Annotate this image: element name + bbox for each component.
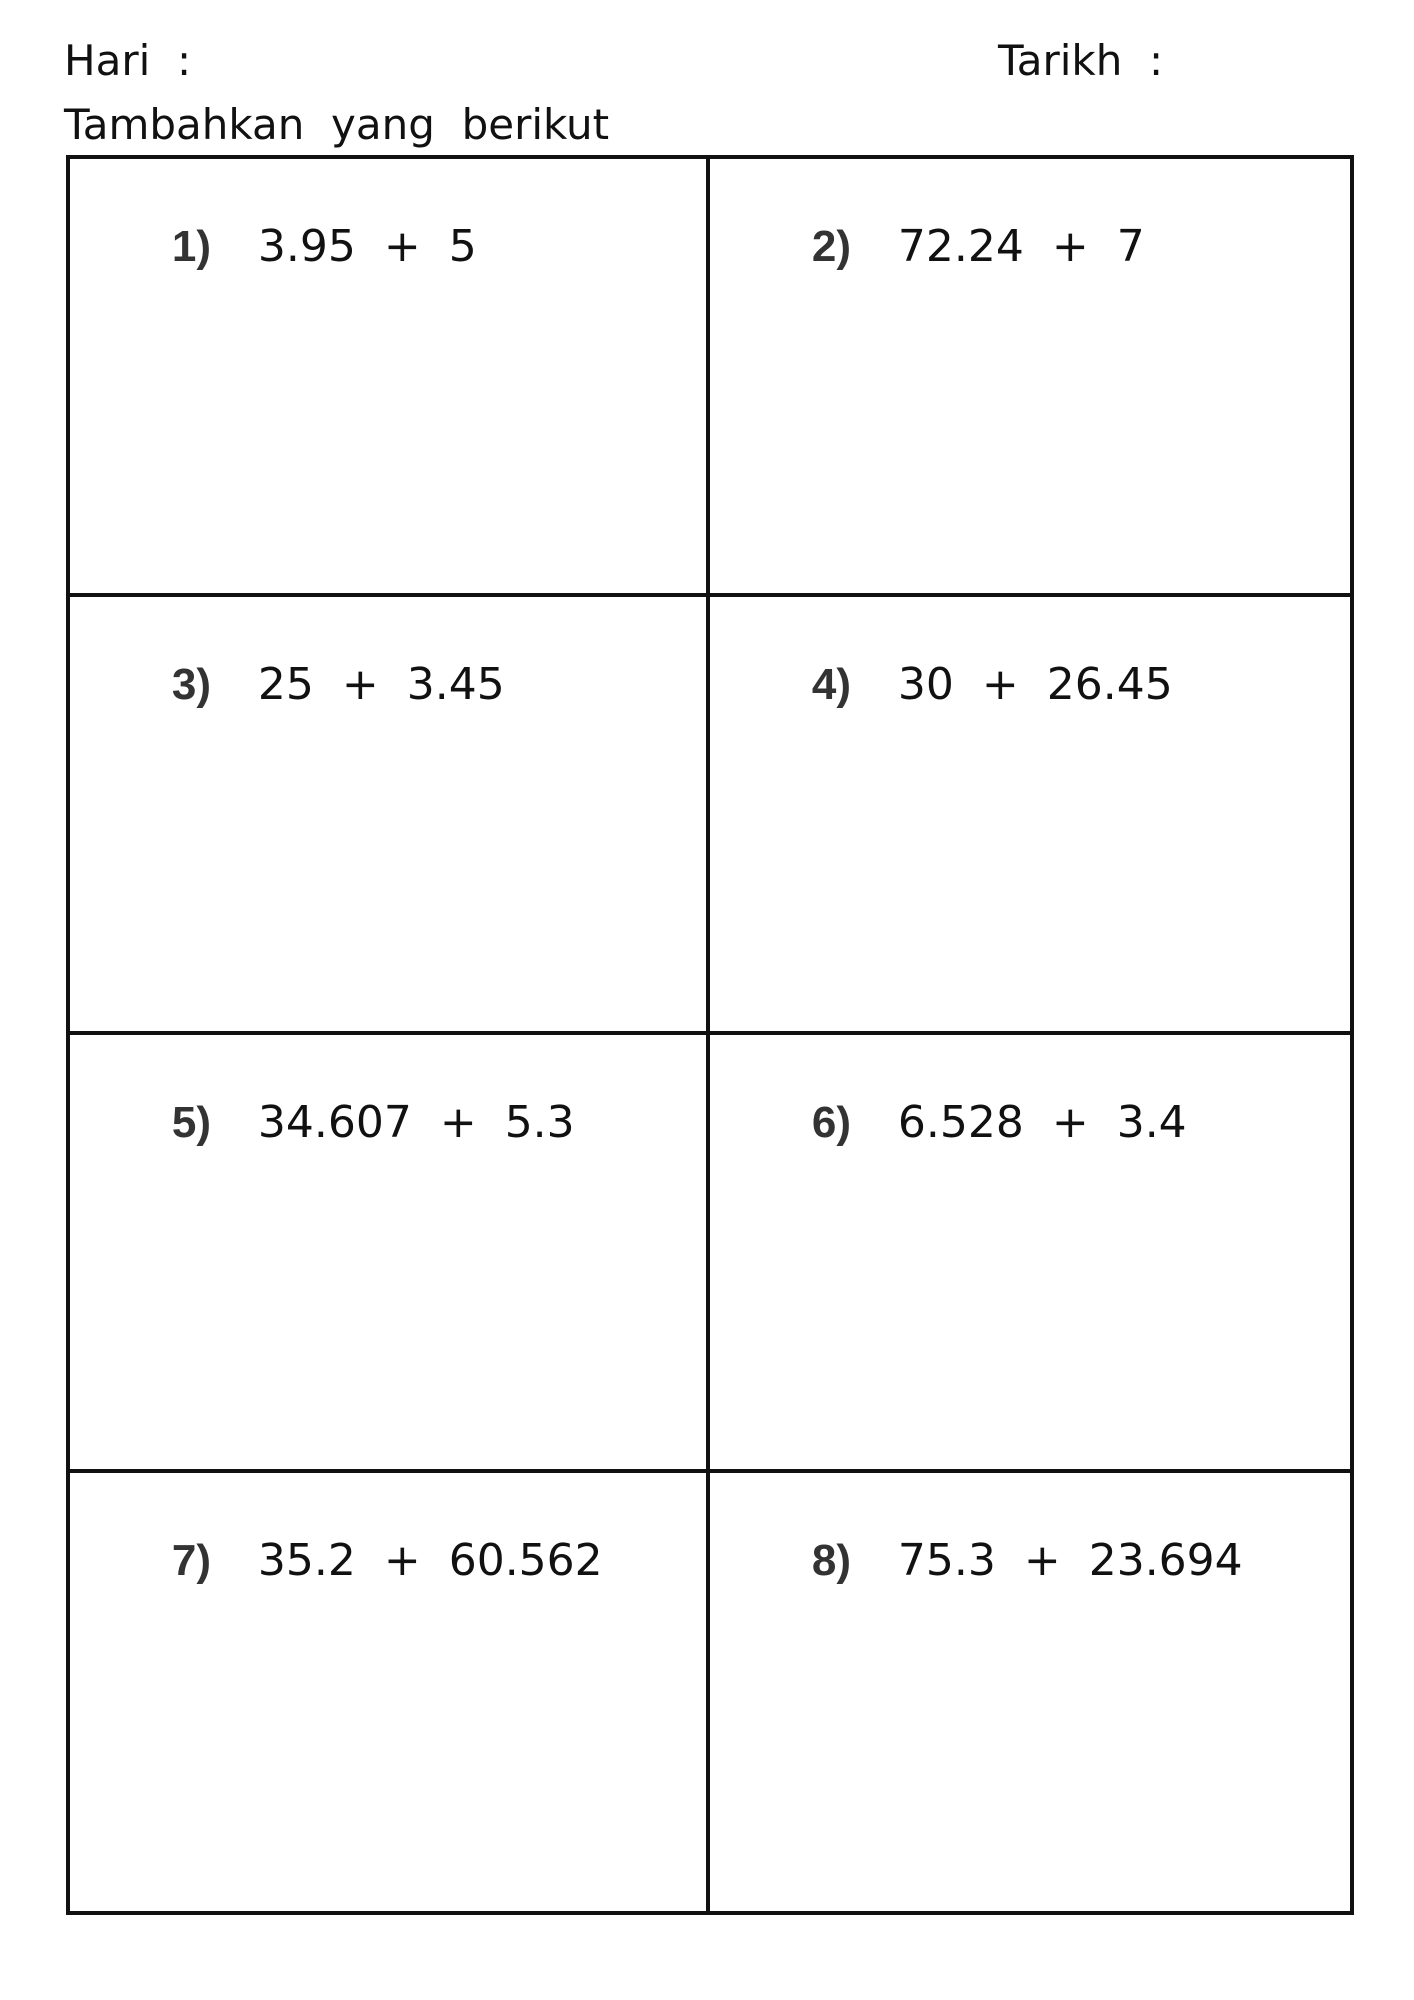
problem-number: 1) [171, 222, 212, 271]
problem-cell-6[interactable] [710, 1035, 1350, 1473]
problem-grid [66, 155, 1354, 1915]
problem-cell-8[interactable] [710, 1473, 1350, 1911]
problem-expression: 75.3 + 23.694 [897, 1535, 1243, 1586]
problem-8 [728, 1495, 1243, 1627]
problem-2 [728, 181, 1145, 313]
problem-cell-4[interactable] [710, 597, 1350, 1035]
problem-number: 3) [171, 660, 212, 709]
problem-cell-1[interactable] [70, 159, 710, 597]
problem-3 [88, 619, 505, 751]
problem-expression: 35.2 + 60.562 [257, 1535, 603, 1586]
problem-cell-7[interactable] [70, 1473, 710, 1911]
problem-number: 8) [811, 1536, 852, 1585]
problem-number: 7) [171, 1536, 212, 1585]
problem-expression: 72.24 + 7 [897, 221, 1145, 272]
problem-cell-3[interactable] [70, 597, 710, 1035]
problem-number: 5) [171, 1098, 212, 1147]
problem-expression: 6.528 + 3.4 [897, 1097, 1187, 1148]
problem-expression: 34.607 + 5.3 [257, 1097, 575, 1148]
problem-expression: 30 + 26.45 [897, 659, 1173, 710]
problem-cell-2[interactable] [710, 159, 1350, 597]
instruction-text: Tambahkan yang berikut [64, 100, 610, 149]
problem-7 [88, 1495, 603, 1627]
problem-cell-5[interactable] [70, 1035, 710, 1473]
problem-expression: 25 + 3.45 [257, 659, 505, 710]
problem-number: 2) [811, 222, 852, 271]
date-label: Tarikh : [998, 36, 1164, 85]
problem-4 [728, 619, 1173, 751]
problem-expression: 3.95 + 5 [257, 221, 477, 272]
day-label: Hari : [64, 36, 192, 85]
problem-6 [728, 1057, 1187, 1189]
problem-1 [88, 181, 477, 313]
problem-5 [88, 1057, 575, 1189]
problem-number: 6) [811, 1098, 852, 1147]
problem-number: 4) [811, 660, 852, 709]
